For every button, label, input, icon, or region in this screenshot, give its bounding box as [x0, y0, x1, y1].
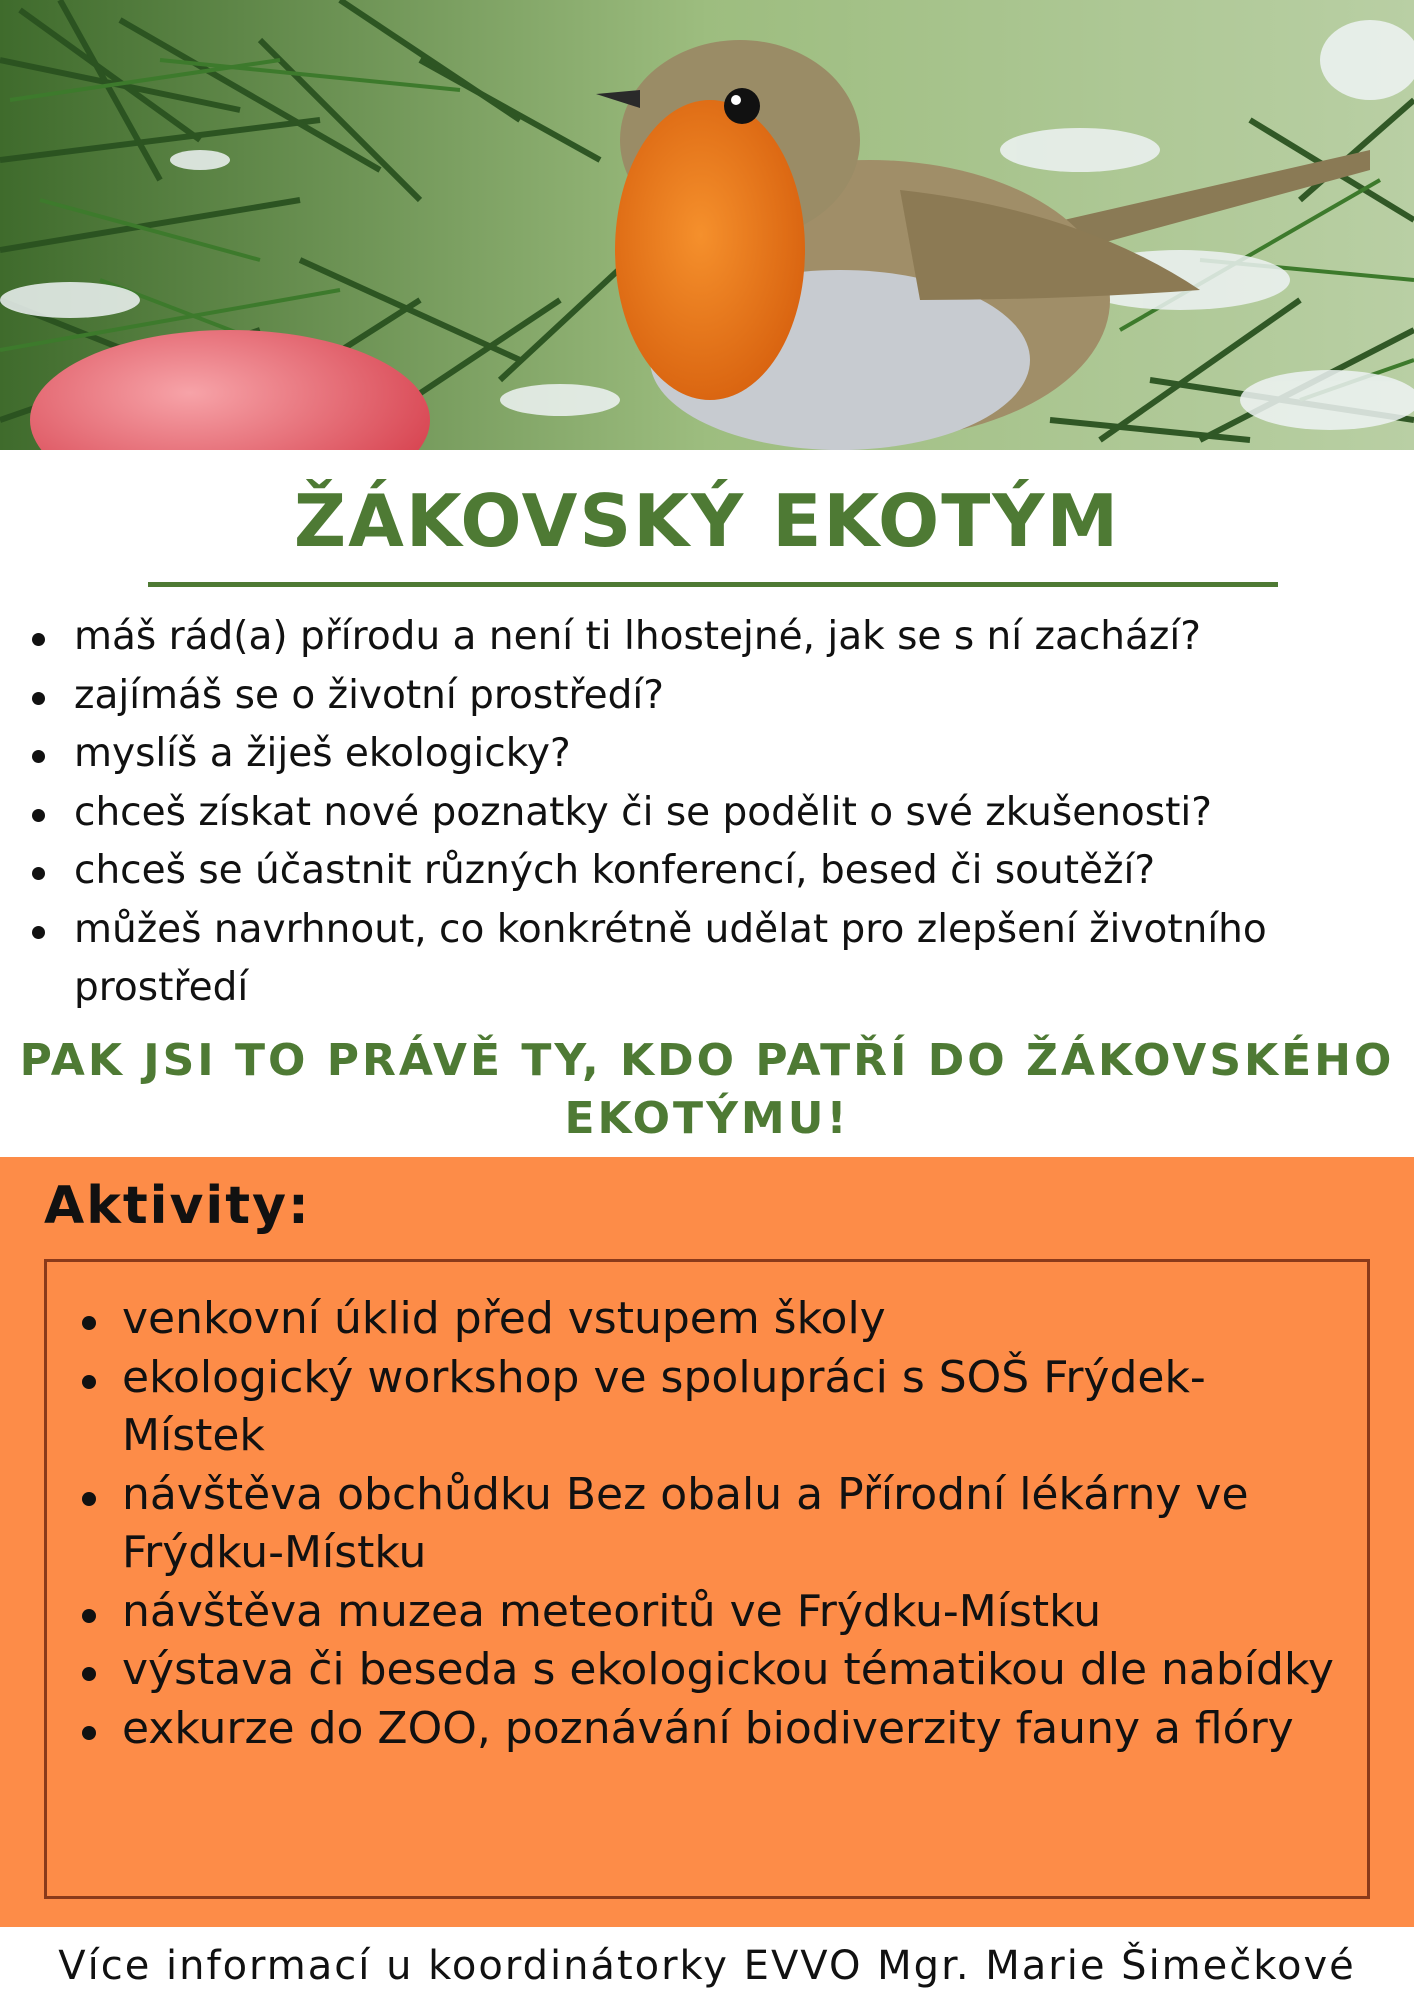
- bullet-icon: [82, 1667, 96, 1681]
- bullet-icon: [32, 809, 45, 822]
- list-item: ekologický workshop ve spolupráci s SOŠ Frýdek-Místek: [76, 1349, 1346, 1466]
- activities-list: [76, 1290, 1346, 1758]
- activities-title: Aktivity:: [44, 1176, 311, 1236]
- bullet-icon: [82, 1375, 96, 1389]
- header-photo: [0, 0, 1414, 450]
- bullet-icon: [82, 1609, 96, 1623]
- list-item: můžeš navrhnout, co konkrétně udělat pro zlepšení životního prostředí: [28, 901, 1398, 1018]
- list-item: návštěva muzea meteoritů ve Frýdku-Místku: [76, 1583, 1346, 1642]
- robin-bird-photo-icon: [0, 0, 1414, 450]
- list-item: myslíš a žiješ ekologicky?: [28, 725, 1398, 784]
- bullet-icon: [82, 1316, 96, 1330]
- list-item: exkurze do ZOO, poznávání biodiverzity fauny a flóry: [76, 1700, 1346, 1759]
- list-item: výstava či beseda s ekologickou tématikou dle nabídky: [76, 1641, 1346, 1700]
- list-item: návštěva obchůdku Bez obalu a Přírodní lékárny ve Frýdku-Místku: [76, 1466, 1346, 1583]
- bullet-icon: [32, 692, 45, 705]
- bullet-icon: [32, 633, 45, 646]
- list-item: venkovní úklid před vstupem školy: [76, 1290, 1346, 1349]
- list-item: chceš se účastnit různých konferencí, besed či soutěží?: [28, 842, 1398, 901]
- bullet-icon: [32, 926, 45, 939]
- title-divider: [148, 582, 1278, 587]
- list-item: chceš získat nové poznatky či se podělit o své zkušenosti?: [28, 784, 1398, 843]
- bullet-icon: [82, 1492, 96, 1506]
- page-title: ŽÁKOVSKÝ EKOTÝM: [293, 479, 1121, 563]
- bullet-icon: [32, 867, 45, 880]
- footer-contact: Více informací u koordinátorky EVVO Mgr. Marie Šimečkové: [58, 1943, 1356, 1989]
- bullet-icon: [82, 1726, 96, 1740]
- bullet-icon: [32, 750, 45, 763]
- list-item: máš rád(a) přírodu a není ti lhostejné, jak se s ní zachází?: [28, 608, 1398, 667]
- call-to-action: PAK JSI TO PRÁVĚ TY, KDO PATŘÍ DO ŽÁKOVSKÉHO EKOTÝMU!: [19, 1035, 1395, 1144]
- question-list: [28, 608, 1398, 1018]
- list-item: zajímáš se o životní prostředí?: [28, 667, 1398, 726]
